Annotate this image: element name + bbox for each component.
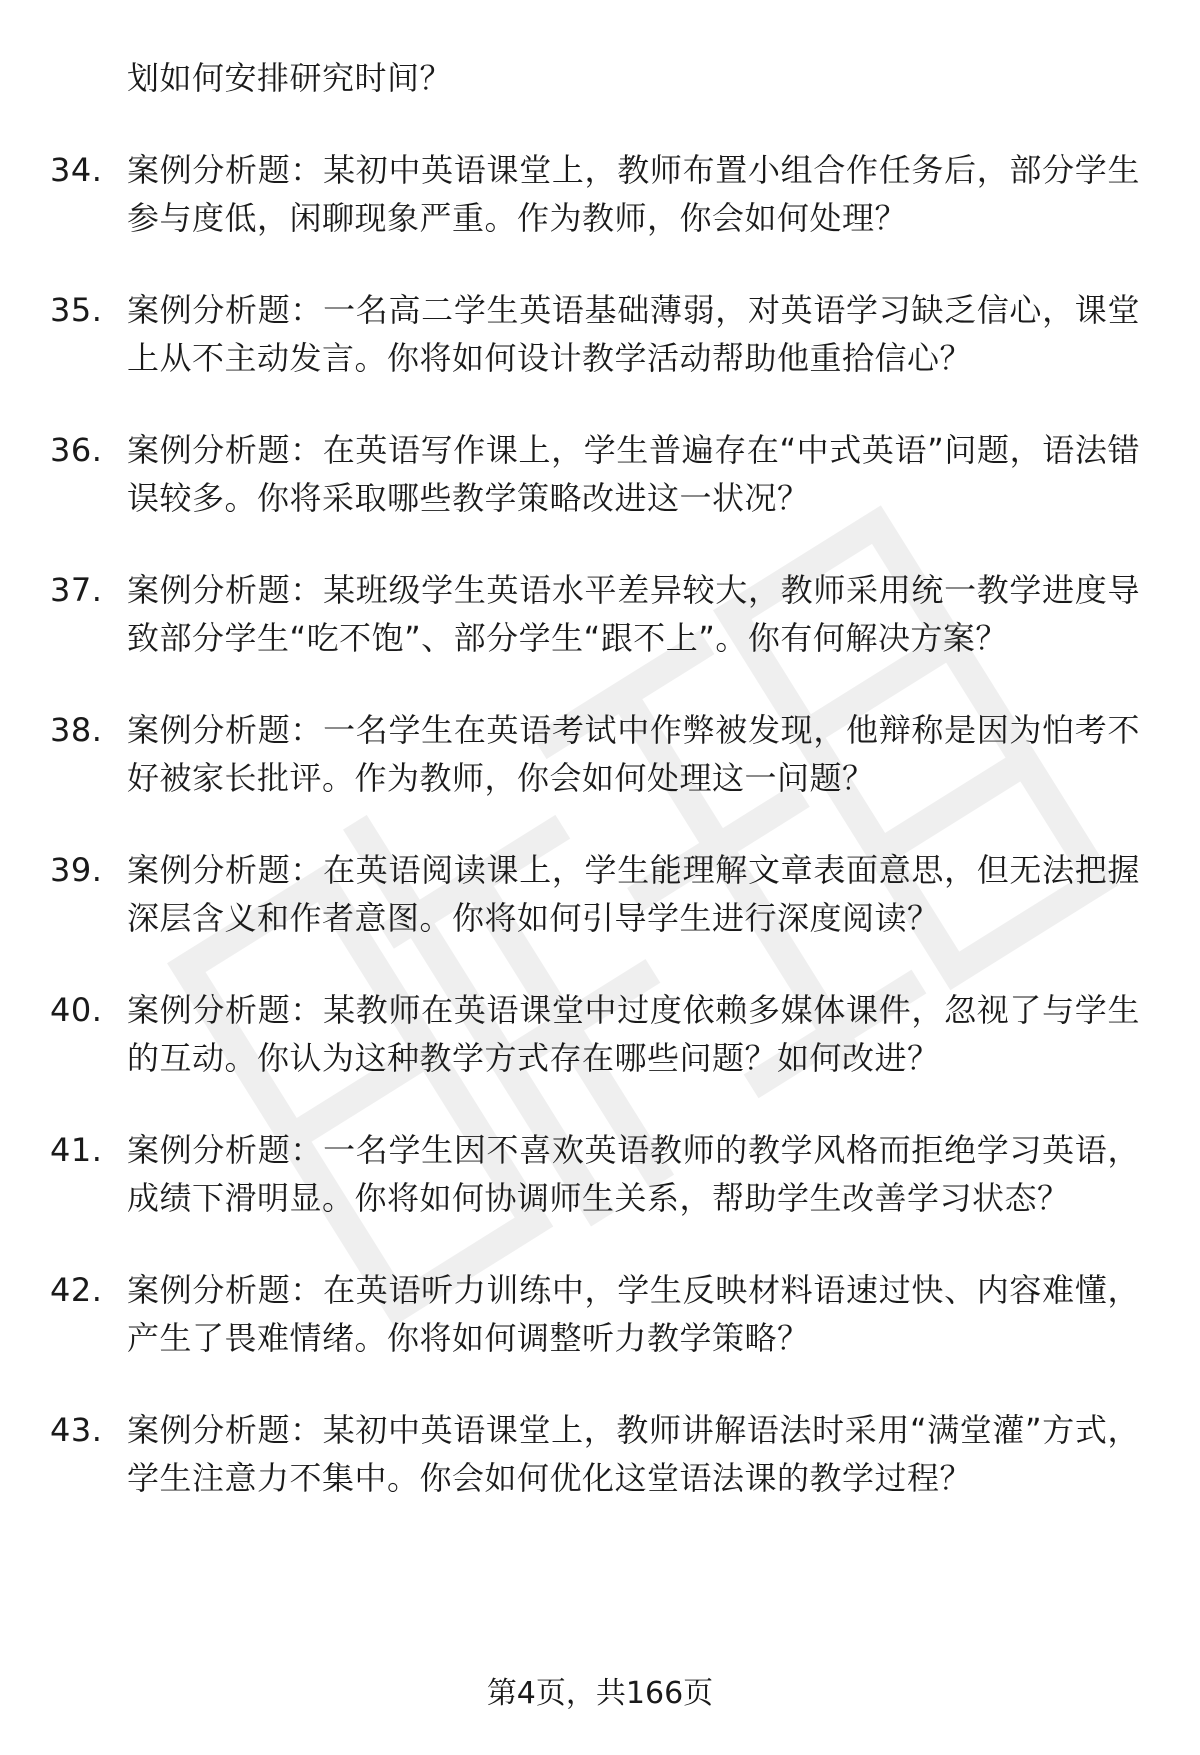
question-number: 34. [50,151,103,189]
question-text: 案例分析题：某初中英语课堂上，教师布置小组合作任务后，部分学生参与度低，闲聊现象严重。作为教师，你会如何处理？ [127,151,1140,237]
question-item-34 [50,146,1140,242]
question-item-39 [50,846,1140,942]
question-item-37 [50,566,1140,662]
question-number: 37. [50,571,103,609]
question-item-42 [50,1266,1140,1362]
question-number: 43. [50,1411,103,1449]
question-item-41 [50,1126,1140,1222]
question-item-40 [50,986,1140,1082]
question-text: 案例分析题：在英语阅读课上，学生能理解文章表面意思，但无法把握深层含义和作者意图。你将如何引导学生进行深度阅读？ [127,851,1140,937]
question-text: 案例分析题：某初中英语课堂上，教师讲解语法时采用“满堂灌”方式，学生注意力不集中。你会如何优化这堂语法课的教学过程？ [127,1411,1140,1497]
question-item-43 [50,1406,1140,1502]
question-number: 40. [50,991,103,1029]
question-number: 36. [50,431,103,469]
question-text: 案例分析题：在英语写作课上，学生普遍存在“中式英语”问题，语法错误较多。你将采取哪些教学策略改进这一状况？ [127,431,1140,517]
question-number: 41. [50,1131,103,1169]
question-text: 案例分析题：一名高二学生英语基础薄弱，对英语学习缺乏信心，课堂上从不主动发言。你将如何设计教学活动帮助他重拾信心？ [127,291,1140,377]
question-list [50,54,1140,1546]
continuation-text: 划如何安排研究时间？ [127,59,453,97]
question-text: 案例分析题：在英语听力训练中，学生反映材料语速过快、内容难懂，产生了畏难情绪。你将如何调整听力教学策略？ [127,1271,1140,1357]
question-item-36 [50,426,1140,522]
question-text: 案例分析题：某教师在英语课堂中过度依赖多媒体课件，忽视了与学生的互动。你认为这种教学方式存在哪些问题？如何改进？ [127,991,1140,1077]
question-text: 案例分析题：某班级学生英语水平差异较大，教师采用统一教学进度导致部分学生“吃不饱”、部分学生“跟不上”。你有何解决方案？ [127,571,1140,657]
question-text: 案例分析题：一名学生在英语考试中作弊被发现，他辩称是因为怕考不好被家长批评。作为教师，你会如何处理这一问题？ [127,711,1140,797]
question-number: 38. [50,711,103,749]
page-footer: 第4页，共166页 [486,1676,714,1711]
question-number: 35. [50,291,103,329]
question-number: 39. [50,851,103,889]
question-item-38 [50,706,1140,802]
question-number: 42. [50,1271,103,1309]
question-item-35 [50,286,1140,382]
question-text: 案例分析题：一名学生因不喜欢英语教师的教学风格而拒绝学习英语，成绩下滑明显。你将如何协调师生关系，帮助学生改善学习状态？ [127,1131,1140,1217]
